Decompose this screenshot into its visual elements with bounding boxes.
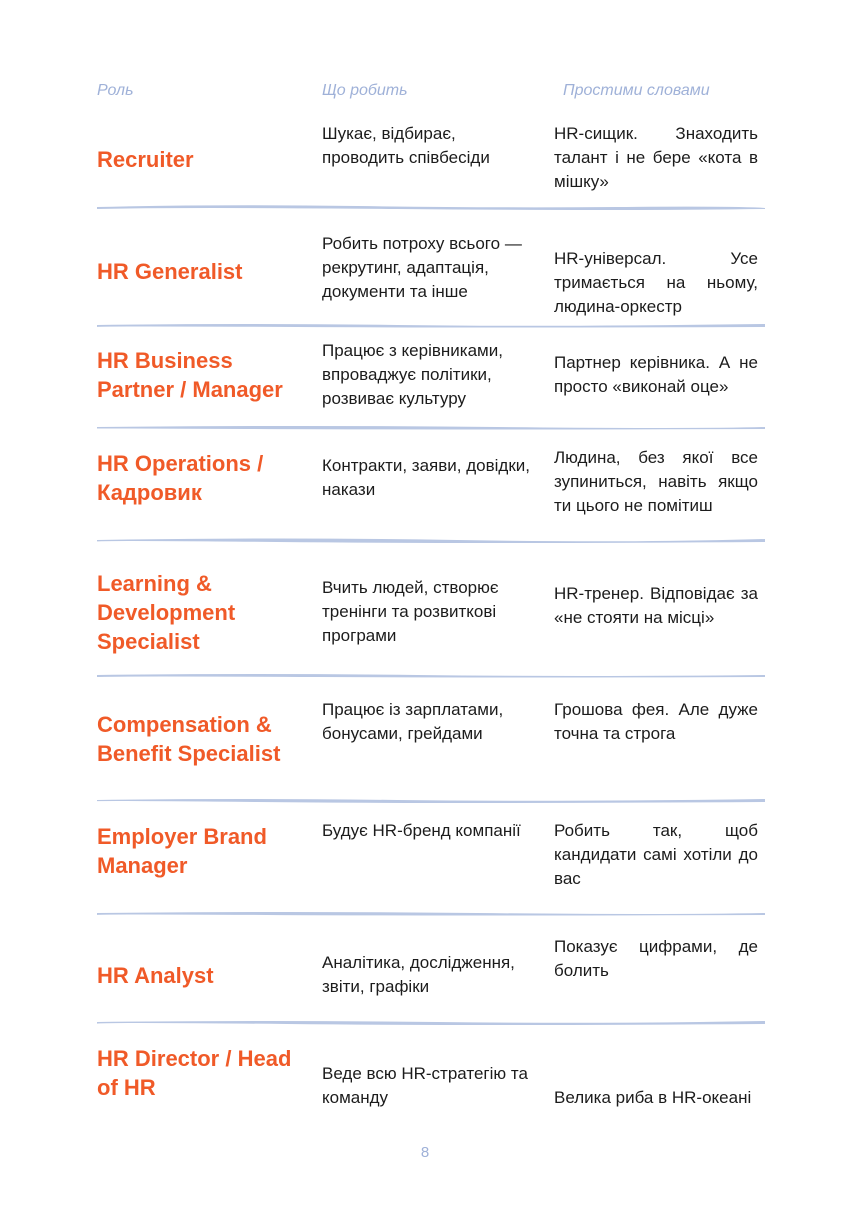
role-simple-words: Показує цифрами, де болить — [554, 937, 758, 980]
role-name: Learning & Development Specialist — [97, 570, 236, 654]
role-name: HR Director / Head of HR — [97, 1046, 292, 1100]
row-divider — [97, 1018, 765, 1026]
row-divider — [97, 321, 765, 329]
table-row — [0, 330, 850, 420]
table-row — [0, 560, 850, 664]
row-divider — [97, 536, 765, 544]
table-row — [0, 118, 850, 200]
role-name: HR Operations / Кадровик — [97, 451, 264, 505]
role-name: Compensation & Benefit Specialist — [97, 712, 281, 766]
role-description: Будує HR-бренд компанії — [322, 821, 521, 840]
role-description: Аналітика, дослідження, звіти, графіки — [322, 953, 515, 996]
row-divider — [97, 909, 765, 917]
role-description: Вчить людей, створює тренінги та розвиткові програми — [322, 578, 499, 645]
role-simple-words: Грошова фея. Але дуже точна та строга — [554, 700, 758, 743]
page-number: 8 — [420, 1144, 430, 1161]
table-row — [0, 432, 850, 532]
row-divider — [97, 423, 765, 431]
table-row — [0, 818, 850, 898]
table-row — [0, 935, 850, 1015]
row-divider — [97, 671, 765, 679]
role-description: Шукає, відбирає, проводить співбесіди — [322, 124, 490, 167]
role-description: Контракти, заяви, довідки, накази — [322, 456, 530, 499]
row-divider — [97, 203, 765, 211]
table-row — [0, 694, 850, 784]
column-header-what: Що робить — [322, 82, 408, 99]
role-simple-words: HR-сищик. Знаходить талант і не бере «кота в мішку» — [554, 124, 758, 191]
role-name: HR Analyst — [97, 962, 214, 988]
role-simple-words: Людина, без якої все зупиниться, навіть якщо ти цього не помітиш — [554, 448, 758, 515]
table-row — [0, 214, 850, 322]
role-simple-words: HR-універсал. Усе тримається на ньому, людина-оркестр — [554, 249, 758, 316]
role-description: Працює із зарплатами, бонусами, грейдами — [322, 700, 504, 743]
table-row — [0, 1044, 850, 1116]
role-simple-words: Партнер керівника. А не просто «виконай оце» — [554, 353, 758, 396]
role-name: Employer Brand Manager — [97, 824, 267, 878]
role-name: Recruiter — [97, 146, 194, 172]
role-description: Робить потроху всього — рекрутинг, адаптація, документи та інше — [322, 234, 522, 301]
role-simple-words: Робить так, щоб кандидати самі хотіли до вас — [554, 821, 758, 888]
role-description: Веде всю HR-стратегію та команду — [322, 1064, 528, 1107]
role-simple-words: HR-тренер. Відповідає за «не стояти на місці» — [554, 584, 758, 627]
role-name: HR Business Partner / Manager — [97, 348, 283, 402]
role-simple-words: Велика риба в HR-океані — [554, 1088, 752, 1107]
role-name: HR Generalist — [97, 258, 243, 284]
column-header-role: Роль — [97, 82, 134, 99]
column-header-simple: Простими словами — [563, 82, 710, 99]
role-description: Працює з керівниками, впроваджує політики, розвиває культуру — [322, 341, 503, 408]
row-divider — [97, 796, 765, 804]
